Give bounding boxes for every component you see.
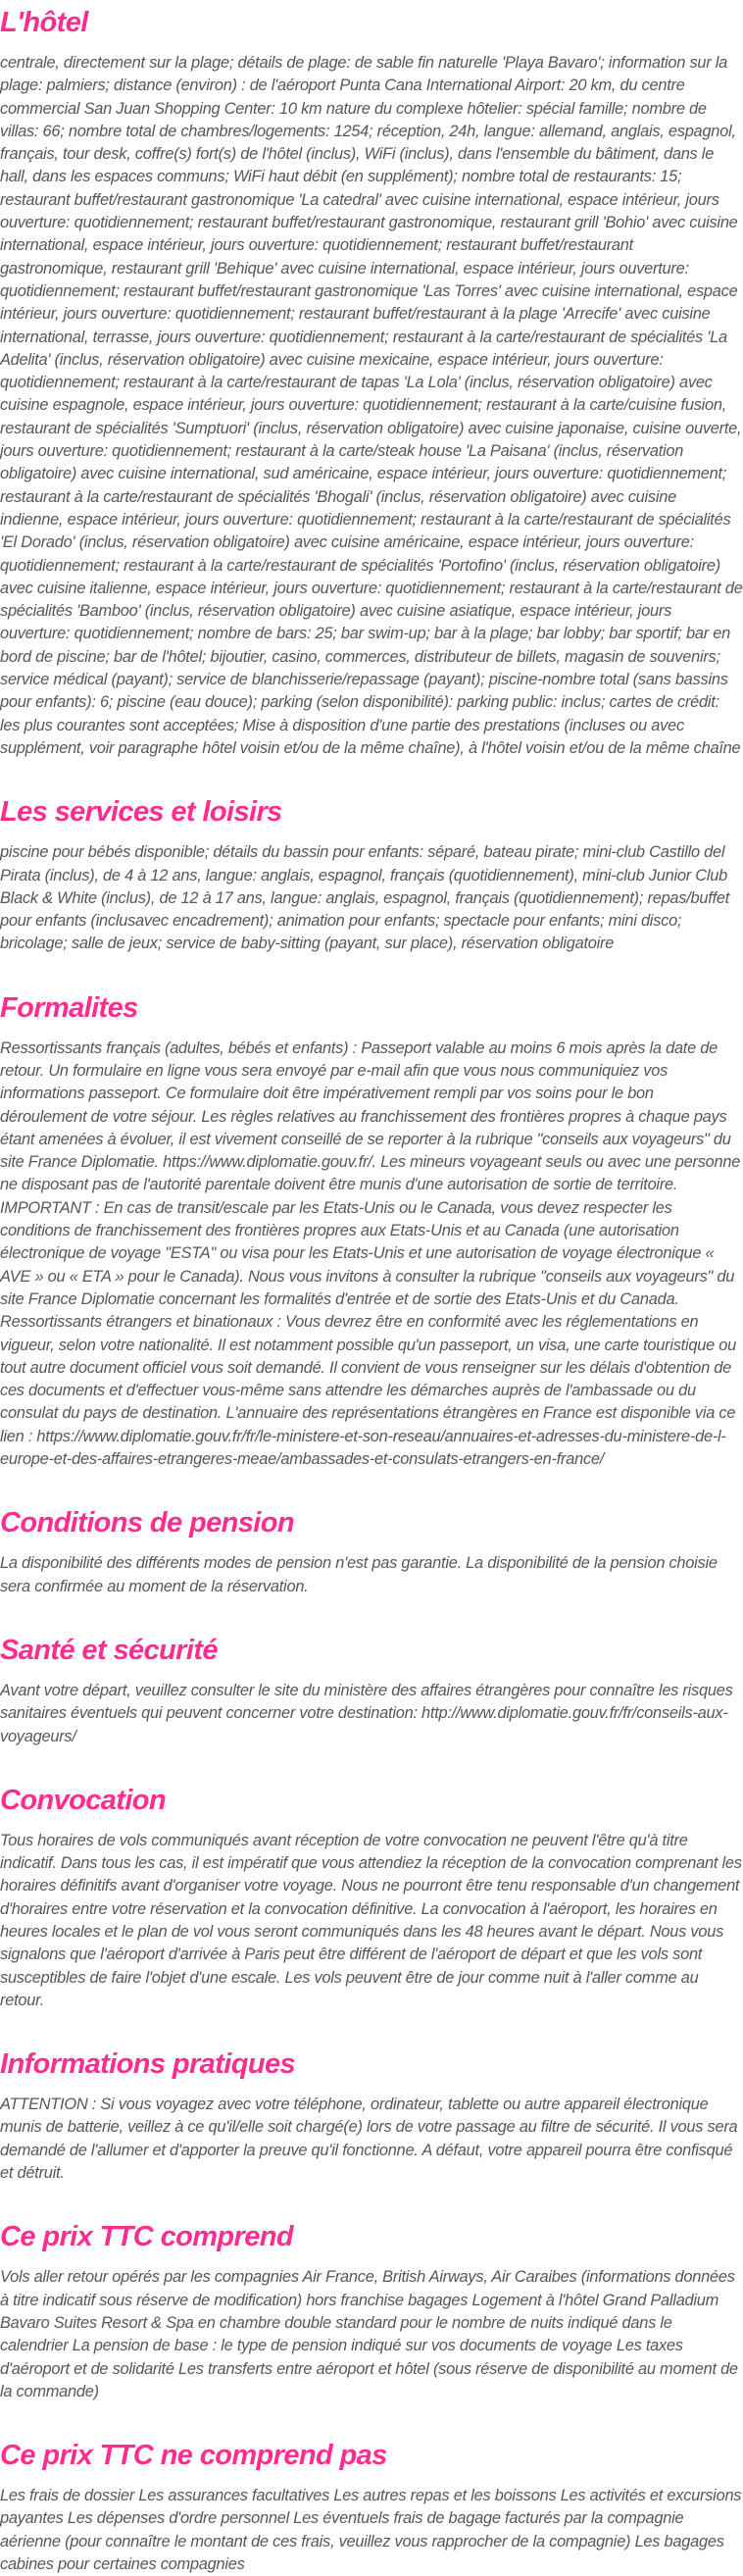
section-body-hotel: centrale, directement sur la plage; détails de plage: de sable fin naturelle 'Playa Bavaro'; information sur la plage: palmiers; distance (environ) : de l'aéroport Punta Cana International Airport: 20 km, du centre commercial San Juan Shopping Center: 10 km nature du complexe hôtelier: spécial famille; nombre de villas: 66; nombre total de chambres/logements: 1254; réception, 24h, langue: allemand, anglais, espagnol, français, tour desk, coffre(s) fort(s) de l'hôtel (inclus), WiFi (inclus), dans l'ensemble du bâtiment, dans le hall, dans les espaces communs; WiFi haut débit (en supplément); nombre total de restaurants: 15; restaurant buffet/restaurant gastronomique 'La catedral' avec cuisine international, espace intérieur, jours ouverture: quotidiennement; restaurant buffet/restaurant gastronomique, restaurant grill 'Bohio' avec cuisine international, espace intérieur, jours ouverture: quotidiennement; restaurant buffet/restaurant gastronomique, restaurant grill 'Behique' avec cuisine international, espace intérieur, jours ouverture: quotidiennement; restaurant buffet/restaurant gastronomique 'Las Torres' avec cuisine international, espace intérieur, jours ouverture: quotidiennement; restaurant buffet/restaurant à la plage 'Arrecife' avec cuisine international, terrasse, jours ouverture: quotidiennement; restaurant à la carte/restaurant de spécialités 'La Adelita' (inclus, réservation obligatoire) avec cuisine mexicaine, espace intérieur, jours ouverture: quotidiennement; restaurant à la carte/restaurant de tapas 'La Lola' (inclus, réservation obligatoire) avec cuisine espagnole, espace intérieur, jours ouverture: quotidiennement; restaurant à la carte/cuisine fusion, restaurant de spécialités 'Sumptuori' (inclus, réservation obligatoire) avec cuisine japonaise, cuisine ouverte, jours ouverture: quotidiennement; restaurant à la carte/steak house 'La Paisana' (inclus, réservation obligatoire) avec cuisine international, sud américaine, espace intérieur, jours ouverture: quotidiennement; restaurant à la carte/restaurant de spécialités 'Bhogali' (inclus, réservation obligatoire) avec cuisine indienne, espace intérieur, jours ouverture: quotidiennement; restaurant à la carte/restaurant de spécialités 'El Dorado' (inclus, réservation obligatoire) avec cuisine américaine, espace intérieur, jours ouverture: quotidiennement; restaurant à la carte/restaurant de spécialités 'Portofino' (inclus, réservation obligatoire) avec cuisine italienne, espace intérieur, jours ouverture: quotidiennement; restaurant à la carte/restaurant de spécialités 'Bamboo' (inclus, réservation obligatoire) avec cuisine asiatique, espace intérieur, jours ouverture: quotidiennement; nombre de bars: 25; bar swim-up; bar à la plage; bar lobby; bar sportif; bar en bord de piscine; bar de l'hôtel; bijoutier, casino, commerces, distributeur de billets, magasin de souvenirs; service médical (payant); service de blanchisserie/repassage (payant); piscine-nombre total (sans bassins pour enfants): 6; piscine (eau douce); parking (selon disponibilité): parking public: inclus; cartes de crédit: les plus courantes sont acceptées; Mise à disposition d'une partie des prestations (incluses ou avec supplément, voir paragraphe hôtel voisin et/ou de la même chaîne), à l'hôtel voisin et/ou de la même chaîne [0, 54, 743, 757]
section-body-services-loisirs: piscine pour bébés disponible; détails du bassin pour enfants: séparé, bateau pirate; mini-club Castillo del Pirata (inclus), de 4 à 12 ans, langue: anglais, espagnol, français (quotidiennement), mini-club Junior Club Black & White (inclus), de 12 à 17 ans, langue: anglais, espagnol, français (quotidiennement); repas/buffet pour enfants (inclusavec encadrement); animation pour enfants; spectacle pour enfants; mini disco; bricolage; salle de jeux; service de baby-sitting (payant, sur place), réservation obligatoire [0, 843, 730, 953]
section-prix-ttc-comprend [0, 2220, 743, 2403]
section-convocation [0, 1784, 743, 2012]
section-body-prix-ttc-ne-comprend-pas: Les frais de dossier Les assurances facultatives Les autres repas et les boissons Les activités et excursions payantes Les dépenses d'ordre personnel Les éventuels frais de bagage facturés par la compagnie aérienne (pour connaître le montant de ces frais, veuillez vous rapprocher de la compagnie) Les bagages cabines pour certaines compagnies [0, 2487, 742, 2574]
section-body-informations-pratiques: ATTENTION : Si vous voyagez avec votre téléphone, ordinateur, tablette ou autre appareil électronique munis de batterie, veillez à ce qu'il/elle soit chargé(e) lors de votre passage au filtre de sécurité. Il vous sera demandé de l'allumer et d'apporter la preuve qu'il fonctionne. A défaut, votre appareil pourra être confisqué et détruit. [0, 2096, 738, 2183]
section-title-prix-ttc-ne-comprend-pas: Ce prix TTC ne comprend pas [0, 2440, 387, 2472]
section-body-conditions-pension: La disponibilité des différents modes de pension n'est pas garantie. La disponibilité de la pension choisie sera confirmée au moment de la réservation. [0, 1554, 718, 1595]
section-sante-securite [0, 1634, 743, 1748]
section-conditions-pension [0, 1506, 743, 1598]
section-title-informations-pratiques: Informations pratiques [0, 2048, 295, 2081]
section-body-prix-ttc-comprend: Vols aller retour opérés par les compagnies Air France, British Airways, Air Caraibes (informations données à titre indicatif sous réserve de modification) hors franchise bagages Logement à l'hôtel Grand Palladium Bavaro Suites Resort & Spa en chambre double standard pour le nombre de nuits indiqué dans le calendrier La pension de base : le type de pension indiqué sur vos documents de voyage Les taxes d'aéroport et de solidarité Les transferts entre aéroport et hôtel (sous réserve de disponibilité au moment de la commande) [0, 2268, 738, 2400]
section-title-prix-ttc-comprend: Ce prix TTC comprend [0, 2221, 293, 2253]
section-formalites [0, 991, 743, 1472]
section-title-conditions-pension: Conditions de pension [0, 1507, 294, 1540]
section-prix-ttc-ne-comprend-pas [0, 2439, 743, 2576]
section-title-hotel: L'hôtel [0, 7, 88, 38]
section-title-convocation: Convocation [0, 1784, 167, 1816]
section-body-formalites: Ressortissants français (adultes, bébés et enfants) : Passeport valable au moins 6 mois après la date de retour. Un formulaire en ligne vous sera envoyé par e-mail afin que vous nous communiquiez vos informations passeport. Ce formulaire doit être impérativement rempli par vos soins pour le bon déroulement de votre séjour. Les règles relatives au franchissement des frontières propres à chaque pays étant amenées à évoluer, il est vivement conseillé de se reporter à la rubrique "conseils aux voyageurs" du site France Diplomatie. https://www.diplomatie.gouv.fr/. Les mineurs voyageant seuls ou avec une personne ne disposant pas de l'autorité parentale doivent être munis d'une autorisation de sortie de territoire. IMPORTANT : En cas de transit/escale par les Etats-Unis ou le Canada, vous devez respecter les conditions de franchissement des frontières propres aux Etats-Unis et au Canada (une autorisation électronique de voyage "ESTA" ou visa pour les Etats-Unis et une autorisation de voyage électronique « AVE » ou « ETA » pour le Canada). Nous vous invitons à consulter la rubrique "conseils aux voyageurs" du site France Diplomatie concernant les formalités d'entrée et de sortie des Etats-Unis et du Canada. Ressortissants étrangers et binationaux : Vous devrez être en conformité avec les réglementations en vigueur, selon votre nationalité. Il est notamment possible qu'un passeport, un visa, une carte touristique ou tout autre document officiel vous soit demandé. Il convient de vous renseigner sur les délais d'obtention de ces documents et d'effectuer vous-même sans attendre les démarches auprès de l'ambassade ou du consulat du pays de destination. L'annuaire des représentations étrangères en France est disponible via ce lien : https://www.diplomatie.gouv.fr/fr/le-ministere-et-son-reseau/annuaires-et-adresses-du-ministere-de-l-europe-et-des-affaires-etrangeres-meae/ambassades-et-consulats-etrangers-en-france/ [0, 1038, 741, 1469]
section-informations-pratiques [0, 2047, 743, 2185]
section-body-convocation: Tous horaires de vols communiqués avant réception de votre convocation ne peuvent l'être qu'à titre indicatif. Dans tous les cas, il est impératif que vous attendiez la réception de la convocation comprenant les horaires définitifs avant d'organiser votre voyage. Nous ne pourront être tenu responsable d'un changement d'horaires entre votre réservation et la convocation définitive. La convocation à l'aéroport, les horaires en heures locales et le plan de vol vous seront communiqués dans les 48 heures avant le départ. Nous vous signalons que l'aéroport d'arrivée à Paris peut être différent de l'aéroport de départ et que les vols sont susceptibles de faire l'objet d'une escale. Les vols peuvent être de jour comme nuit à l'aller comme au retour. [0, 1831, 742, 2009]
section-title-services-loisirs: Les services et loisirs [0, 796, 282, 829]
section-title-sante-securite: Santé et sécurité [0, 1634, 218, 1666]
section-services-loisirs [0, 795, 743, 955]
section-body-sante-securite: Avant votre départ, veuillez consulter le site du ministère des affaires étrangères pour connaître les risques sanitaires éventuels qui peuvent concerner votre destination: http://www.diplomatie.gouv.fr/fr/conseils-aux-voyageurs/ [0, 1681, 733, 1745]
section-hotel [0, 6, 743, 760]
section-title-formalites: Formalites [0, 991, 138, 1024]
